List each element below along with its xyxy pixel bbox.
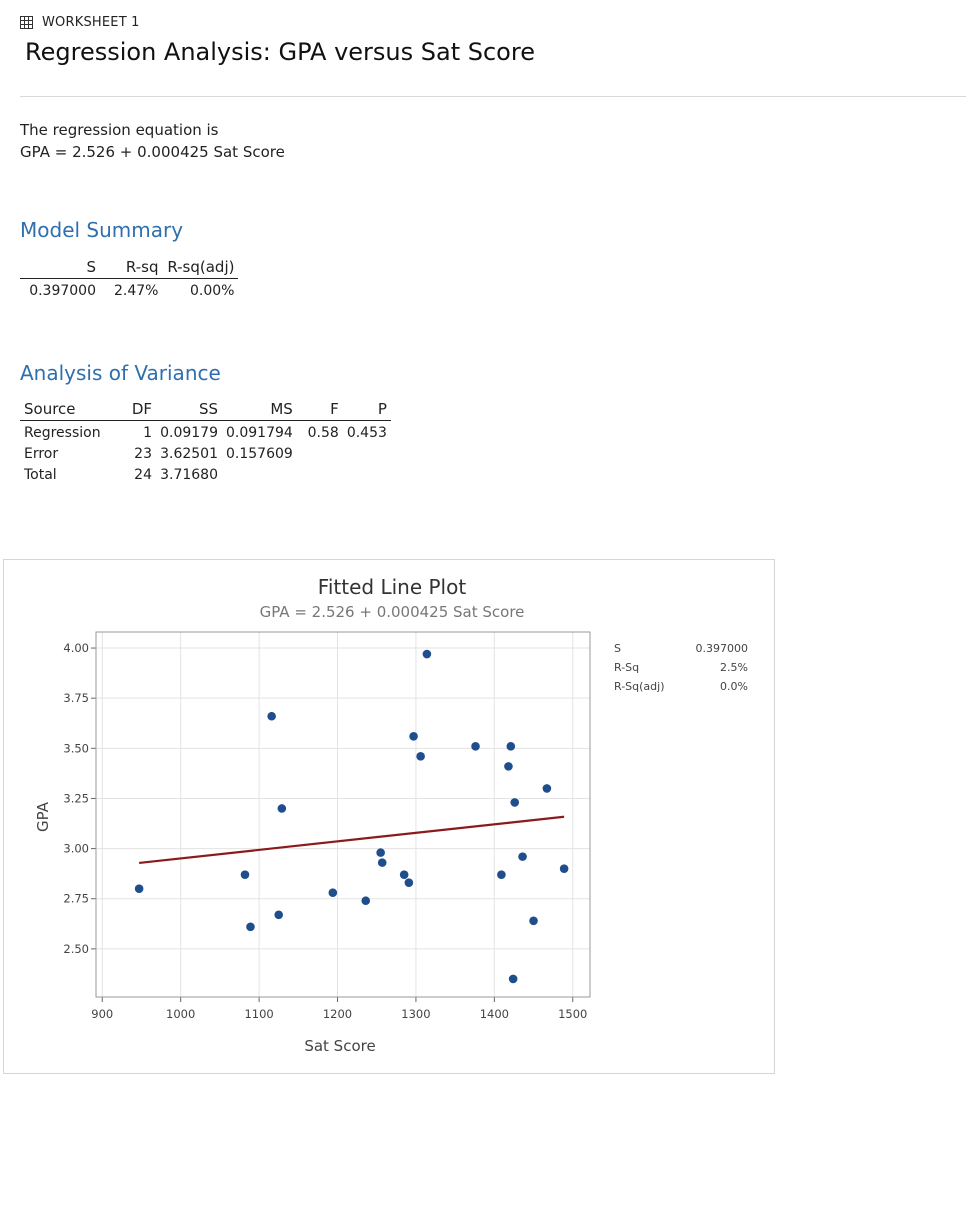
- title-divider: [20, 96, 966, 97]
- column-header: S: [20, 258, 100, 279]
- y-tick-label: 3.50: [63, 741, 89, 756]
- table-row: [20, 279, 238, 301]
- data-point: [267, 712, 276, 721]
- chart-subtitle: GPA = 2.526 + 0.000425 Sat Score: [259, 603, 525, 621]
- data-point: [471, 742, 480, 751]
- anova-heading: Analysis of Variance: [20, 361, 221, 385]
- table-grid-icon: [20, 16, 33, 29]
- fit-line-layer: [139, 817, 564, 863]
- table-row: [20, 463, 391, 484]
- table-header-row: [20, 400, 391, 421]
- x-tick-label: 1400: [479, 1007, 509, 1021]
- data-point: [246, 923, 255, 932]
- fit-line: [139, 817, 564, 863]
- equation-text: GPA = 2.526 + 0.000425 Sat Score: [20, 143, 285, 161]
- table-cell: 0.58: [307, 425, 339, 441]
- data-point: [518, 852, 527, 861]
- column-header: F: [297, 400, 343, 421]
- table-cell: [297, 442, 343, 463]
- table-cell: [297, 463, 343, 484]
- chart-title: Fitted Line Plot: [317, 575, 467, 599]
- table-cell: [343, 463, 391, 484]
- stat-label: R-Sq: [614, 661, 640, 674]
- column-header: P: [343, 400, 391, 421]
- y-tick-label: 3.00: [63, 841, 89, 856]
- anova-table: [20, 400, 391, 484]
- table-cell: 0.453: [346, 425, 387, 441]
- stat-label: S: [614, 642, 621, 655]
- table-cell: 0.09179: [160, 425, 218, 441]
- x-tick-label: 900: [91, 1007, 114, 1021]
- stat-value: 0.397000: [695, 642, 748, 655]
- table-cell: Error: [24, 446, 59, 462]
- y-tick-label: 3.25: [63, 791, 89, 806]
- data-point: [274, 910, 283, 919]
- y-tick-label: 3.75: [63, 691, 89, 706]
- table-cell: [222, 463, 297, 484]
- table-cell: 2.47%: [114, 283, 159, 299]
- table-header-row: [20, 258, 238, 279]
- y-tick-label: 2.75: [63, 891, 89, 906]
- x-tick-label: 1500: [558, 1007, 588, 1021]
- table-cell: 1: [143, 425, 152, 441]
- x-tick-label: 1100: [244, 1007, 274, 1021]
- table-cell: [343, 442, 391, 463]
- data-point: [497, 870, 506, 879]
- table-cell: 3.71680: [160, 467, 218, 483]
- table-cell: 3.62501: [160, 446, 218, 462]
- table-cell: 0.157609: [226, 446, 293, 462]
- worksheet-header: [20, 12, 140, 32]
- table-cell: 0.091794: [226, 425, 293, 441]
- data-point: [416, 752, 425, 761]
- fitted-line-plot-panel: [3, 559, 775, 1074]
- column-header: SS: [156, 400, 222, 421]
- y-tick-label: 4.00: [63, 641, 89, 656]
- column-header: R-sq(adj): [162, 258, 238, 279]
- worksheet-label: WORKSHEET 1: [42, 14, 140, 30]
- x-axis-title: Sat Score: [304, 1037, 376, 1055]
- column-header: MS: [222, 400, 297, 421]
- data-points: [135, 650, 569, 983]
- data-point: [510, 798, 519, 807]
- table-cell: Regression: [24, 425, 101, 441]
- y-axis-title: GPA: [34, 802, 52, 832]
- stat-value: 0.0%: [720, 680, 748, 693]
- data-point: [135, 884, 144, 893]
- column-header: Source: [20, 400, 112, 421]
- x-tick-label: 1200: [322, 1007, 353, 1021]
- data-point: [529, 916, 538, 925]
- table-cell: 0.00%: [190, 283, 235, 299]
- column-header: R-sq: [100, 258, 162, 279]
- column-header: DF: [112, 400, 156, 421]
- data-point: [378, 858, 387, 867]
- data-point: [409, 732, 418, 741]
- x-tick-label: 1000: [166, 1007, 196, 1021]
- stat-label: R-Sq(adj): [614, 680, 665, 693]
- x-tick-label: 1300: [401, 1007, 431, 1021]
- data-point: [241, 870, 250, 879]
- table-row: [20, 442, 391, 463]
- regression-equation: [20, 119, 285, 163]
- table-cell: 0.397000: [29, 283, 96, 299]
- model-summary-heading: Model Summary: [20, 218, 184, 242]
- axes: [63, 632, 590, 1021]
- data-point: [423, 650, 432, 659]
- table-cell: 24: [134, 467, 152, 483]
- plot-frame: [96, 632, 590, 997]
- table-cell: 23: [134, 446, 152, 462]
- model-summary-table: [20, 258, 238, 300]
- grid-lines: [96, 632, 590, 997]
- table-cell: Total: [24, 467, 57, 483]
- data-point: [507, 742, 516, 751]
- data-point: [400, 870, 409, 879]
- stats-legend: [614, 642, 748, 693]
- data-point: [509, 975, 518, 984]
- page-title: Regression Analysis: GPA versus Sat Score: [25, 38, 535, 66]
- data-point: [361, 896, 370, 905]
- data-point: [376, 848, 385, 857]
- equation-intro: The regression equation is: [20, 121, 219, 139]
- data-point: [504, 762, 513, 771]
- fitted-line-plot: [4, 560, 774, 1073]
- y-tick-label: 2.50: [63, 941, 89, 956]
- data-point: [278, 804, 287, 813]
- table-row: [20, 421, 391, 443]
- data-point: [329, 888, 338, 897]
- data-point: [543, 784, 552, 793]
- data-point: [560, 864, 569, 873]
- stat-value: 2.5%: [720, 661, 748, 674]
- data-point: [405, 878, 414, 887]
